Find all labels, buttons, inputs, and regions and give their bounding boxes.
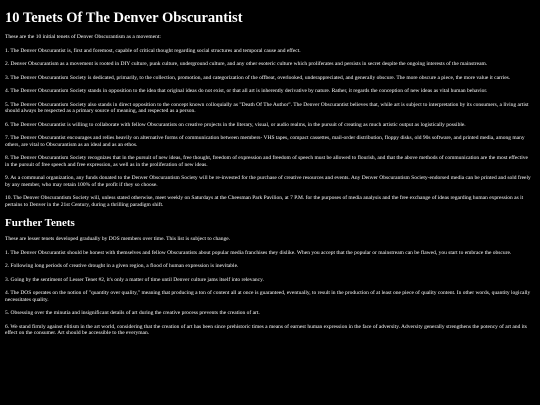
list-item <box>5 263 533 270</box>
item-number: 1 . <box>5 250 10 256</box>
item-text: Following long periods of creative drought in a given region, a flood of human expression is inevitable. <box>10 263 239 269</box>
list-item <box>5 310 533 317</box>
item-text: We stand firmly against elitism in the art world, considering that the creation of art has been since prehistoric times a means of earnest human expression in the face of adversity. Adversity generally strengthens the potency of art and its effect on the consumer. Art should be accessible to the everyman. <box>5 323 527 336</box>
item-text: The Denver Obscurantism Society will, unless stated otherwise, meet weekly on Saturdays at the Cheesman Park Pavilion, at 7 P.M. for the purposes of media analysis and the free exchange of ideas regarding human expression as it pertains to Denver in the 21st Century, during a thrilling paradigm shift. <box>5 195 524 208</box>
item-number: 4 . <box>5 290 10 296</box>
item-text: Denver Obscurantism as a movement is rooted in DIY culture, punk culture, underground culture, and any other esoteric culture which proliferates and persists in secret despite the ongoing interests of the mainstream. <box>10 61 488 67</box>
item-number: 4 . <box>5 88 10 94</box>
item-number: 9 . <box>5 175 10 181</box>
item-text: The Denver Obscurantism Society stands in opposition to the idea that original ideas do not exist, or that all art is inherently derivative by nature. Rather, it regards the conception of new ideas as vital human behavior. <box>10 88 488 94</box>
page-title: 10 Tenets Of The Denver Obscurantist <box>5 10 243 26</box>
item-text: The DOS operates on the notion of "quantity over quality," meaning that producing a ton of content all at once is guaranteed, eventually, to result in the production of at least one piece of quality content. In other words, quantity logically necessitates quality. <box>5 290 531 303</box>
item-text: The Denver Obscurantist is willing to collaborate with fellow Obscurantists on creative projects in the literary, visual, or audio realms, in the pursuit of creating as much artistic output as logistically possible. <box>10 121 466 128</box>
item-number: 1 . <box>5 48 10 54</box>
intro-text: These are the 10 initial tenets of Denver Obscurantism as a movement: <box>5 34 161 40</box>
list-item <box>5 250 533 257</box>
list-item <box>5 61 533 68</box>
list-item <box>5 135 533 148</box>
list-item <box>5 102 533 115</box>
list-item <box>5 75 533 82</box>
item-text: The Denver Obscurantism Society recognizes that in the pursuit of new ideas, free thought, freedom of expression and freedom of speech must be allowed to flourish, and that the above methods of communication are the most effective in the pursuit of free speech and free expression, as well as in the proliferation of new ideas. <box>5 155 528 168</box>
list-item <box>5 195 533 208</box>
item-number: 7 . <box>5 135 10 141</box>
item-text: Obsessing over the minutia and insignificant details of art during the creative process prevents the creation of art. <box>10 310 260 316</box>
list-item <box>5 155 533 168</box>
item-text: The Denver Obscurantism Society is dedicated, primarily, to the collection, promotion, and categorization of the offbeat, overlooked, underappreciated, and generally obscure. The more obscure a piece, the more value it carries. <box>10 74 511 81</box>
further-intro-text: These are lesser tenets developed gradually by DOS members over time. This list is subject to change. <box>5 236 231 242</box>
list-item <box>5 48 533 55</box>
tenets-list <box>5 48 533 209</box>
item-text: Going by the sentiment of Lesser Tenet #2, it's only a matter of time until Denver culture jams itself into relevancy. <box>10 276 264 283</box>
list-item <box>5 277 533 284</box>
item-number: 3 . <box>5 277 11 283</box>
item-number: 5 . <box>5 102 10 108</box>
list-item <box>5 175 533 188</box>
item-number: 6 . <box>5 122 10 128</box>
section-heading-further: Further Tenets <box>5 217 75 229</box>
item-text: The Denver Obscurantist should be honest with themselves and fellow Obscurantists about popular media franchises they dislike. When you accept that the popular or mainstream can be flawed, you start to embrace the obscure. <box>10 249 512 256</box>
list-item <box>5 290 533 303</box>
list-item <box>5 88 533 95</box>
item-number: 2 . <box>5 263 11 269</box>
item-number: 2 . <box>5 61 11 67</box>
item-text: As a communal organization, any funds donated to the Denver Obscurantism Society will be re-invested for the purchase of creative resources and events. Any Denver Obscurantism Society-endorsed media can be printed and sold freely by any member, who may retain 100% of the profit if they so choose. <box>5 175 531 188</box>
list-item <box>5 324 533 337</box>
item-number: 6 . <box>5 324 10 330</box>
item-number: 10 . <box>5 195 13 201</box>
item-text: The Denver Obscurantist is, first and foremost, capable of critical thought regarding social structures and temporal cause and effect. <box>10 47 301 54</box>
item-text: The Denver Obscurantist encourages and relies heavily on alternative forms of communication between members- VHS tapes, compact cassettes, mail-order distribution, floppy disks, old 90s software, and printed media, among many others, are vital to Obscurantism as an ideal and as an ethos. <box>5 135 525 148</box>
item-number: 5 . <box>5 310 11 316</box>
item-text: The Denver Obscurantism Society also stands in direct opposition to the concept known colloquially as "Death Of The Author". The Denver Obscurantist believes that, while art is subject to interpretation by its consumers, a living artist should always be respected as a primary source of meaning, and respected as a person. <box>5 101 529 114</box>
list-item <box>5 122 533 129</box>
further-tenets-list <box>5 250 533 337</box>
item-number: 3 . <box>5 75 10 81</box>
item-number: 8 . <box>5 155 10 161</box>
